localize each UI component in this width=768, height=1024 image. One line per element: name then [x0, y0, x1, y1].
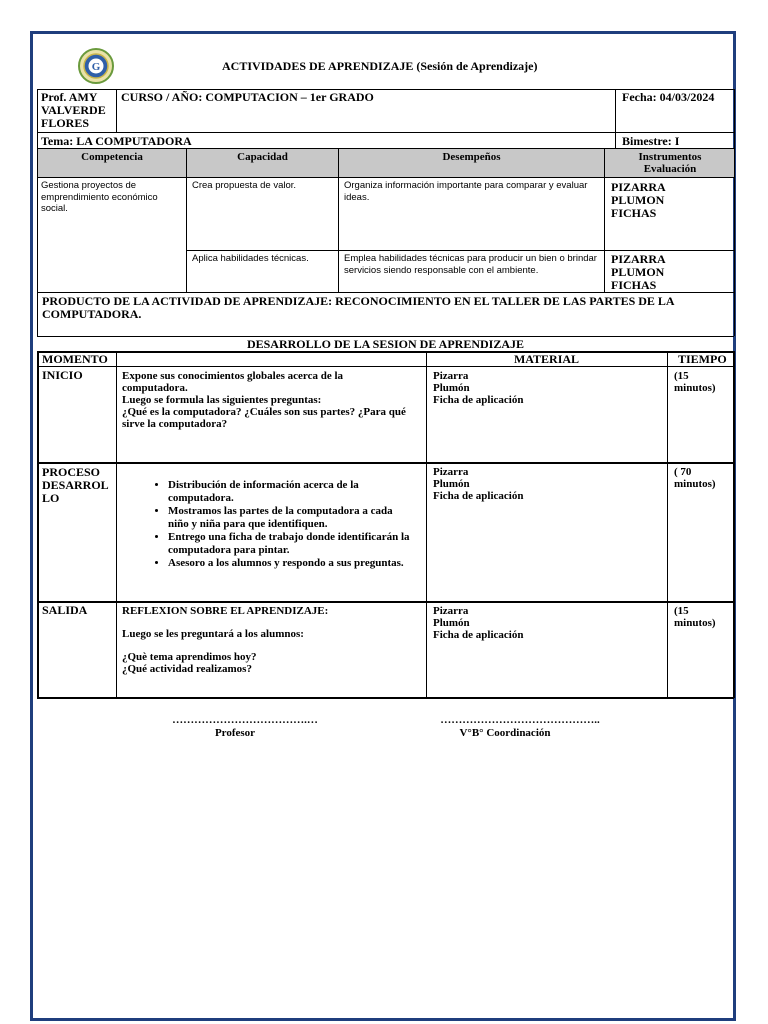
- svg-text:G: G: [91, 61, 101, 73]
- session-topic: Tema: LA COMPUTADORA: [41, 134, 192, 148]
- inicio-line: Luego se formula las siguientes preguntas:: [122, 394, 322, 406]
- material-item: Pizarra: [433, 466, 469, 478]
- tiempo-salida: [674, 605, 732, 629]
- momento-inicio: INICIO: [42, 368, 83, 382]
- competencia-text: Gestiona proyectos de emprendimiento económico social.: [41, 180, 158, 214]
- activity-item: • Mostramos las partes de la computadora a cada niño y niña para que identifiquen.: [168, 505, 424, 531]
- rule: [37, 601, 734, 603]
- material-item: Ficha de aplicación: [433, 629, 524, 641]
- momento-proceso: [42, 466, 114, 505]
- tiempo-line: (15: [674, 370, 689, 382]
- material-inicio: [433, 370, 663, 406]
- rule: [37, 89, 38, 336]
- col-header-instrumentos: Instrumentos Evaluación: [638, 151, 702, 175]
- tiempo-proceso: [674, 466, 732, 490]
- proceso-activities: [122, 479, 424, 570]
- signature-label-coordination: V°B° Coordinación: [459, 727, 551, 739]
- rule: [667, 351, 668, 698]
- col-header-material: MATERIAL: [513, 352, 580, 366]
- session-date: Fecha: 04/03/2024: [622, 90, 715, 104]
- rule: [186, 148, 187, 292]
- activity-item: • Asesoro a los alumnos y respondo a sus preguntas.: [168, 557, 424, 570]
- tiempo-line: ( 70: [674, 466, 692, 478]
- instrumento-item: PLUMON: [611, 265, 665, 279]
- inicio-line: ¿Qué es la computadora? ¿Cuáles son sus partes? ¿Para qué: [122, 406, 406, 418]
- rule: [615, 89, 616, 148]
- instrumentos-2: [611, 253, 731, 292]
- capacidad-2: Aplica habilidades técnicas.: [192, 253, 309, 264]
- col-header-desempenos: Desempeños: [442, 151, 501, 163]
- desempeno-2: Emplea habilidades técnicas para producir un bien o brindar servicios siendo responsable con el ambiente.: [344, 253, 597, 276]
- momento-line: PROCESO: [42, 465, 101, 479]
- desempeno-1: Organiza información importante para comparar y evaluar ideas.: [344, 180, 588, 203]
- momento-line: LO: [42, 491, 60, 505]
- tiempo-inicio: [674, 370, 732, 394]
- signature-line-coordination: ……………………………………..: [440, 714, 600, 726]
- tiempo-line: minutos): [674, 478, 716, 490]
- col-header-tiempo: TIEMPO: [678, 352, 727, 366]
- product-statement: PRODUCTO DE LA ACTIVIDAD DE APRENDIZAJE: RECONOCIMIENTO EN EL TALLER DE LAS PARTES DE LA COMPUTADORA.: [42, 294, 674, 321]
- signature-line-teacher: ……………………………….…: [172, 714, 318, 726]
- material-item: Plumón: [433, 382, 470, 394]
- rule: [338, 148, 339, 292]
- col-header-capacidad: Capacidad: [237, 151, 288, 163]
- col-header-momento: MOMENTO: [42, 352, 108, 366]
- instrumento-item: FICHAS: [611, 278, 657, 292]
- rule: [37, 132, 734, 133]
- instrumento-item: PLUMON: [611, 193, 665, 207]
- material-item: Plumón: [433, 617, 470, 629]
- tiempo-line: minutos): [674, 382, 716, 394]
- material-item: Pizarra: [433, 370, 469, 382]
- material-salida: [433, 605, 663, 641]
- salida-question: ¿Què tema aprendimos hoy?: [122, 651, 257, 663]
- course-grade: CURSO / AÑO: COMPUTACION – 1er GRADO: [121, 90, 374, 104]
- rule: [604, 148, 605, 292]
- rule: [116, 89, 117, 132]
- rule: [37, 462, 734, 464]
- inicio-activities: [122, 370, 422, 430]
- inicio-line: Expone sus conocimientos globales acerca de la: [122, 370, 344, 382]
- teacher-name: Prof. AMY VALVERDE FLORES: [41, 90, 106, 130]
- momento-salida: SALIDA: [42, 603, 88, 617]
- material-item: Ficha de aplicación: [433, 394, 524, 406]
- activity-item: • Entrego una ficha de trabajo donde identificarán la computadora para pintar.: [168, 531, 424, 557]
- momento-line: DESARROL: [42, 478, 109, 492]
- rule: [37, 292, 734, 293]
- capacidad-1: Crea propuesta de valor.: [192, 180, 297, 191]
- salida-activities: [122, 605, 422, 675]
- rule: [37, 351, 39, 698]
- rule: [37, 177, 734, 178]
- rule: [37, 697, 734, 699]
- material-proceso: [433, 466, 663, 502]
- rule: [116, 351, 117, 698]
- tiempo-line: (15: [674, 605, 689, 617]
- rule: [426, 351, 427, 698]
- material-item: Ficha de aplicación: [433, 490, 524, 502]
- page-title: ACTIVIDADES DE APRENDIZAJE (Sesión de Aprendizaje): [222, 59, 538, 73]
- salida-heading: REFLEXION SOBRE EL APRENDIZAJE:: [122, 605, 329, 617]
- instrumento-item: FICHAS: [611, 206, 657, 220]
- salida-intro: Luego se les preguntará a los alumnos:: [122, 628, 304, 640]
- inicio-line: computadora.: [122, 382, 188, 394]
- instrumentos-1: [611, 181, 731, 220]
- material-item: Plumón: [433, 478, 470, 490]
- signature-label-teacher: Profesor: [214, 727, 256, 739]
- activity-item: • Distribución de información acerca de la computadora.: [168, 479, 424, 505]
- rule: [186, 250, 734, 251]
- school-logo: [78, 48, 114, 84]
- inicio-line: sirve la computadora?: [122, 418, 228, 430]
- rule: [734, 89, 735, 336]
- instrumento-item: PIZARRA: [611, 252, 666, 266]
- rule: [733, 351, 735, 698]
- salida-question: ¿Qué actividad realizamos?: [122, 663, 252, 675]
- session-title: DESARROLLO DE LA SESION DE APRENDIZAJE: [246, 337, 525, 351]
- tiempo-line: minutos): [674, 617, 716, 629]
- term: Bimestre: I: [622, 134, 680, 148]
- school-seal-icon: [78, 48, 114, 84]
- rule: [37, 366, 734, 367]
- material-item: Pizarra: [433, 605, 469, 617]
- col-header-competencia: Competencia: [81, 151, 143, 163]
- instrumento-item: PIZARRA: [611, 180, 666, 194]
